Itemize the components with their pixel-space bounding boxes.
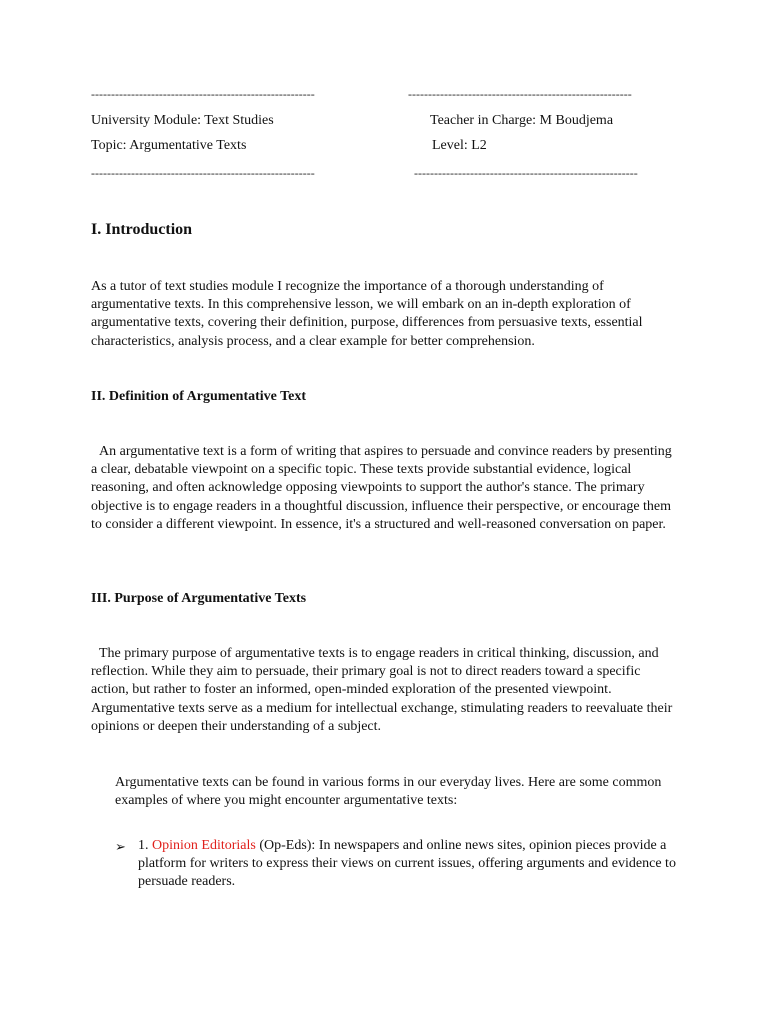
section-title-definition: II. Definition of Argumentative Text — [91, 389, 307, 404]
section-title-purpose: III. Purpose of Argumentative Texts — [91, 591, 307, 606]
list-item — [138, 837, 678, 892]
purpose-paragraph: The primary purpose of argumentative texts is to engage readers in critical thinking, discussion, and reflection. While they aim to persuade, their primary goal is not to direct readers toward a specific action, but rather to foster an informed, open-minded exploration of the presented viewpoint. Argumentative texts serve as a medium for intellectual exchange, stimulating readers to reevaluate their opinions or deepen their understanding of a subject. — [91, 646, 673, 734]
section-title-introduction: I. Introduction — [91, 221, 193, 238]
topic-label: Topic: Argumentative Texts — [91, 138, 247, 153]
header-divider-top-right: -------------------------------------------------------- — [408, 87, 632, 101]
level-label: Level: L2 — [432, 138, 487, 153]
introduction-paragraph: As a tutor of text studies module I recognize the importance of a thorough understanding of argumentative texts. In this comprehensive lesson, we will embark on an in-depth exploration of argumentative texts, covering their definition, purpose, differences from persuasive texts, essential characteristics, analysis process, and a clear example for better comprehension. — [91, 279, 643, 349]
definition-paragraph: An argumentative text is a form of writing that aspires to persuade and convince readers by presenting a clear, debatable viewpoint on a specific topic. These texts provide substantial evidence, logical reasoning, and often acknowledge opposing viewpoints to support the author's stance. The primary objective is to engage readers in a thoughtful discussion, influence their perspective, or encourage them to consider a different viewpoint. In essence, it's a structured and well-reasoned conversation on paper. — [91, 444, 672, 532]
forms-paragraph: Argumentative texts can be found in various forms in our everyday lives. Here are some common examples of where you might encounter argumentative texts: — [115, 775, 662, 809]
header-divider-bottom-left: -------------------------------------------------------- — [91, 166, 315, 180]
list-item-number: 1. — [138, 838, 149, 853]
arrow-bullet-icon: ➢ — [115, 839, 126, 854]
list-item-term: Opinion Editorials — [152, 838, 256, 853]
header-divider-bottom-right: -------------------------------------------------------- — [414, 166, 638, 180]
list-item-description: (Op-Eds): In newspapers and online news sites, opinion pieces provide a platform for writers to express their views on current issues, offering arguments and evidence to persuade readers. — [138, 838, 676, 890]
header-divider-top-left: -------------------------------------------------------- — [91, 87, 315, 101]
module-label: University Module: Text Studies — [91, 113, 274, 128]
teacher-label: Teacher in Charge: M Boudjema — [430, 113, 614, 128]
